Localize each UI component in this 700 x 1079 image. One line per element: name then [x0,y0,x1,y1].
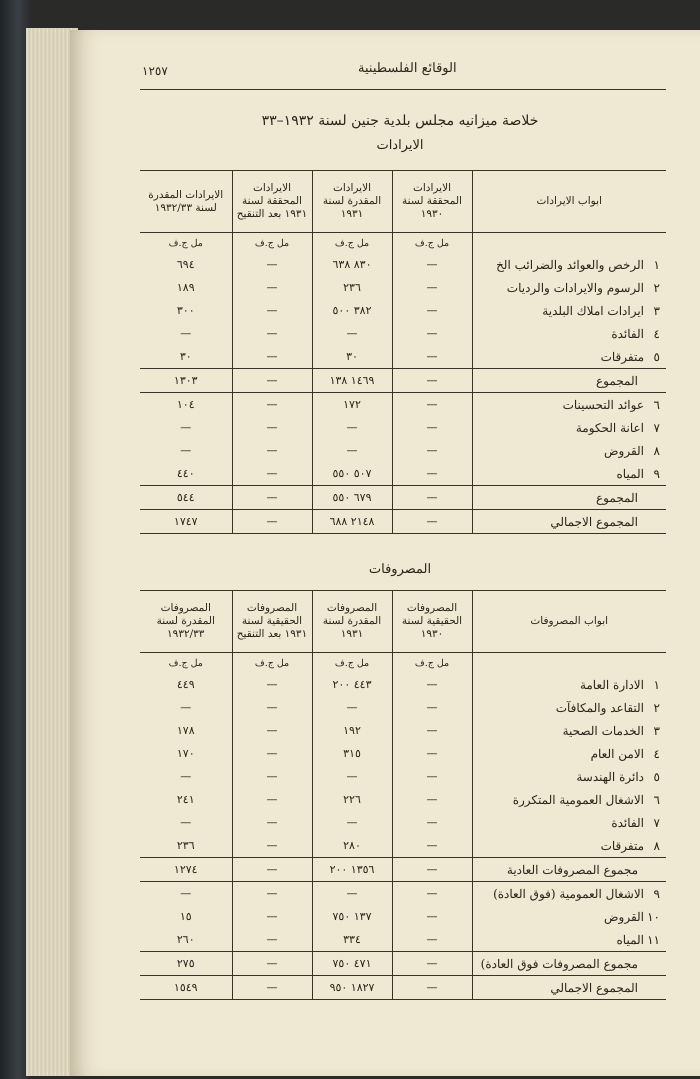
value-cell: — [232,276,312,299]
value-cell: ٢٣٦ [176,839,195,852]
value-cell: — [392,253,472,276]
row-label [472,416,666,439]
table-row [140,276,666,299]
table-row [140,928,666,952]
value-cell: — [232,834,312,858]
value-cell: — [392,276,472,299]
value-cell: ٣٠٠ [176,304,195,317]
value-cell: — [392,462,472,486]
value-cell: — [312,882,392,906]
row-number: ٩ [653,886,660,901]
col-header-estimated-1931: الايرادات المقدرة لسنة ١٩٣١ [312,171,392,233]
row-label-text: الفائدة [611,326,644,341]
row-label [472,276,666,299]
revenue-section-title: الايرادات [376,138,424,153]
value-cell: — [180,444,192,457]
row-label [472,858,666,882]
row-label [472,253,666,276]
value-cell: — [232,719,312,742]
value-cell: — [312,811,392,834]
table-row [140,299,666,322]
value-cell: ٢٧٥ [140,952,232,976]
row-label [472,393,666,417]
value-cell: — [392,882,472,906]
value-cell: — [232,882,312,906]
row-label-text: الرخص والعوائد والضرائب الخ [496,257,644,272]
value-cell: — [392,416,472,439]
row-label [472,696,666,719]
value-cell: — [180,421,192,434]
row-label-text: الاشغال العمومية المتكررة [512,792,644,807]
value-cell: ٢٢٦ [312,788,392,811]
publication-title: الوقائع الفلسطينية [358,61,457,76]
value-cell: ٣١٥ [312,742,392,765]
row-number: ١١ [647,932,660,947]
unit-cell: مل ج.ف [168,237,203,249]
row-number: ١٠ [647,909,660,924]
value-cell: — [392,719,472,742]
col-header-actual-1931-revised: المصروفات الحقيقية لسنة ١٩٣١ بعد التنقيح [232,591,312,653]
value-cell: — [232,905,312,928]
page-number: ١٢٥٧ [142,64,168,78]
value-cell: ٢٣٦ [312,276,392,299]
subtotal-row [140,952,666,976]
value-cell: ١٣٠٣ [140,369,232,393]
value-cell: ٥٤٤ [140,486,232,510]
value-cell: — [392,858,472,882]
value-cell: ١٥٤٩ [140,976,232,1000]
value-cell: ١٣٥٦ ٢٠٠ [312,858,392,882]
col-header-expenditure-category: ابواب المصروفات [472,591,666,653]
value-cell: ٥٠٧ ٥٥٠ [312,462,392,486]
expenditure-table [140,590,666,1000]
row-number: ٤ [653,326,660,341]
value-cell: — [232,952,312,976]
value-cell: — [180,770,192,783]
row-number: ٢ [653,280,660,295]
row-label [472,811,666,834]
unit-cell: مل ج.ف [232,233,312,254]
row-label-text: القروض [604,443,644,458]
col-header-estimated-1932-33: الايرادات المقدرة لسنة ١٩٣٢/٣٣ [140,171,232,233]
row-number: ٤ [653,746,660,761]
value-cell: ١٧٢ [312,393,392,417]
table-row [140,811,666,834]
row-label [472,322,666,345]
row-label-text: المجموع الاجمالي [550,514,638,529]
value-cell: — [312,696,392,719]
value-cell: — [392,742,472,765]
row-number: ٢ [653,700,660,715]
unit-cell: مل ج.ف [312,653,392,674]
value-cell: ٤٧١ ٧٥٠ [312,952,392,976]
row-label-text: المياه [616,932,644,947]
row-number: ٦ [653,792,660,807]
value-cell: — [232,765,312,788]
value-cell: — [180,701,192,714]
row-number: ١ [653,677,660,692]
table-row [140,439,666,462]
value-cell: — [232,322,312,345]
subtotal-row [140,369,666,393]
grand-total-row [140,510,666,534]
document-title: خلاصة ميزانيه مجلس بلدية جنين لسنة ١٩٣٢–٣٣ [261,113,539,129]
value-cell: ١٥ [179,910,192,923]
value-cell: — [392,439,472,462]
row-label-text: مجموع المصروفات فوق العادة) [480,956,638,971]
value-cell: — [392,976,472,1000]
value-cell: ١٠٤ [176,398,195,411]
table-row [140,393,666,417]
subtotal-row [140,486,666,510]
value-cell: — [392,905,472,928]
row-label-text: دائرة الهندسة [576,769,644,784]
value-cell: — [232,858,312,882]
row-label-text: التقاعد والمكافآت [555,700,644,715]
value-cell: ٣٠ [179,350,192,363]
value-cell: — [232,486,312,510]
value-cell: — [392,788,472,811]
table-row [140,416,666,439]
row-label-text: المجموع [596,490,638,505]
row-label-text: اعانة الحكومة [575,420,644,435]
row-label-text: المجموع [596,373,638,388]
value-cell: ١٩٢ [312,719,392,742]
table-row [140,882,666,906]
row-label-text: الادارة العامة [579,677,644,692]
row-number: ٨ [653,443,660,458]
value-cell: — [312,322,392,345]
col-header-estimated-1932-33: المصروفات المقدرة لسنة ١٩٣٢/٣٣ [140,591,232,653]
unit-cell [472,653,666,674]
unit-cell: مل ج.ف [168,657,203,669]
table-row [140,322,666,345]
row-label [472,673,666,696]
value-cell: — [392,393,472,417]
row-label [472,952,666,976]
row-label [472,299,666,322]
value-cell: — [392,811,472,834]
value-cell: — [392,696,472,719]
table-row [140,462,666,486]
row-label-text: الامن العام [590,746,644,761]
value-cell: — [232,253,312,276]
value-cell: — [392,673,472,696]
table-row [140,905,666,928]
row-number: ٧ [653,420,660,435]
row-label-text: متفرقات [600,349,644,364]
revenue-table [140,170,666,534]
unit-cell: مل ج.ف [232,653,312,674]
row-label [472,928,666,952]
col-header-actual-1930: المصروفات الحقيقية لسنة ١٩٣٠ [392,591,472,653]
value-cell: — [392,834,472,858]
value-cell: — [392,369,472,393]
value-cell: — [392,952,472,976]
row-number: ٥ [653,769,660,784]
row-label-text: المياه [616,466,644,481]
row-number: ٦ [653,397,660,412]
table-row [140,834,666,858]
value-cell: — [232,416,312,439]
value-cell: — [232,393,312,417]
value-cell: ١٧٤٧ [140,510,232,534]
value-cell: ٣٠ [312,345,392,369]
row-label [472,369,666,393]
row-number: ٨ [653,838,660,853]
value-cell: ١٨٩ [176,281,195,294]
grand-total-row [140,976,666,1000]
unit-cell: مل ج.ف [392,653,472,674]
col-header-actual-1931-revised: الايرادات المحققة لسنة ١٩٣١ بعد التنقيح [232,171,312,233]
row-label [472,439,666,462]
subtotal-row [140,858,666,882]
row-label-text: ايرادات املاك البلدية [542,303,644,318]
row-number: ١ [653,257,660,272]
table-row [140,742,666,765]
units-row [140,233,666,254]
row-number: ٥ [653,349,660,364]
value-cell: — [232,345,312,369]
value-cell: ٨٣٠ ٦٣٨ [312,253,392,276]
row-label [472,905,666,928]
unit-cell: مل ج.ف [312,233,392,254]
units-row [140,653,666,674]
value-cell: ٢١٤٨ ٦٨٨ [312,510,392,534]
value-cell: — [392,486,472,510]
row-label [472,788,666,811]
col-header-actual-1930: الايرادات المحققة لسنة ١٩٣٠ [392,171,472,233]
row-label [472,742,666,765]
value-cell: — [232,788,312,811]
value-cell: — [232,439,312,462]
value-cell: — [232,369,312,393]
row-number: ٩ [653,466,660,481]
table-row [140,719,666,742]
row-label-text: مجموع المصروفات العادية [506,862,638,877]
table-row [140,765,666,788]
value-cell: ١٨٢٧ ٩٥٠ [312,976,392,1000]
row-label [472,719,666,742]
value-cell: — [232,742,312,765]
row-label [472,765,666,788]
value-cell: — [180,816,192,829]
value-cell: — [180,327,192,340]
row-label [472,462,666,486]
value-cell: — [232,673,312,696]
value-cell: — [232,696,312,719]
col-header-revenue-category: ابواب الايرادات [472,171,666,233]
value-cell: — [180,887,192,900]
value-cell: — [232,928,312,952]
row-label-text: القروض [604,909,644,924]
unit-cell: مل ج.ف [392,233,472,254]
header-rule [140,89,666,90]
row-number: ٧ [653,815,660,830]
value-cell: — [232,976,312,1000]
value-cell: — [392,510,472,534]
value-cell: ٣٣٤ [312,928,392,952]
value-cell: ١٤٦٩ ١٣٨ [312,369,392,393]
value-cell: ١٧٠ [176,747,195,760]
value-cell: — [392,322,472,345]
value-cell: — [312,765,392,788]
value-cell: — [392,928,472,952]
value-cell: — [232,462,312,486]
row-label [472,882,666,906]
value-cell: ٤٤٠ [176,467,195,480]
row-number: ٣ [653,303,660,318]
row-label-text: عوائد التحسينات [562,397,644,412]
value-cell: — [232,299,312,322]
value-cell: — [312,416,392,439]
row-label-text: المجموع الاجمالي [550,980,638,995]
value-cell: — [232,811,312,834]
row-label [472,510,666,534]
table-row [140,696,666,719]
value-cell: ٣٨٢ ٥٠٠ [312,299,392,322]
row-label-text: الرسوم والايرادات والرديات [506,280,644,295]
row-label [472,976,666,1000]
col-header-estimated-1931: المصروفات المقدرة لسنة ١٩٣١ [312,591,392,653]
value-cell: ١٢٧٤ [140,858,232,882]
row-label-text: متفرقات [600,838,644,853]
row-label-text: الفائدة [611,815,644,830]
value-cell: — [392,765,472,788]
table-row [140,673,666,696]
row-number: ٣ [653,723,660,738]
value-cell: ٢٤١ [176,793,195,806]
value-cell: — [392,299,472,322]
value-cell: ٦٩٤ [176,258,195,271]
row-label [472,345,666,369]
value-cell: ٢٨٠ [312,834,392,858]
value-cell: ٢٦٠ [176,933,195,946]
value-cell: ٦٧٩ ٥٥٠ [312,486,392,510]
value-cell: ٤٤٩ [176,678,195,691]
value-cell: — [392,345,472,369]
table-row [140,253,666,276]
row-label-text: الاشغال العمومية (فوق العادة) [493,886,644,901]
value-cell: ١٧٨ [176,724,195,737]
expenditure-section-title: المصروفات [368,562,432,577]
value-cell: ١٣٧ ٧٥٠ [312,905,392,928]
table-row [140,788,666,811]
table-row [140,345,666,369]
row-label [472,834,666,858]
row-label-text: الخدمات الصحية [562,723,644,738]
value-cell: — [232,510,312,534]
value-cell: ٤٤٣ ٢٠٠ [312,673,392,696]
unit-cell [472,233,666,254]
row-label [472,486,666,510]
value-cell: — [312,439,392,462]
